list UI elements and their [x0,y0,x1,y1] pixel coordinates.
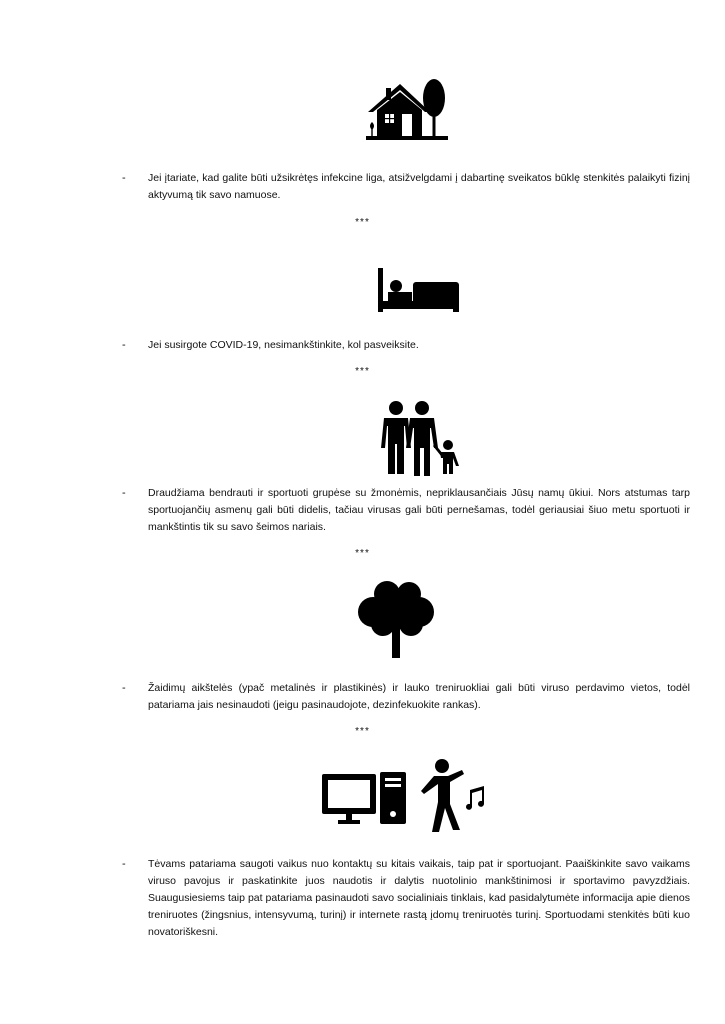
bullet-dash: - [122,487,126,499]
computer-dancer-icon [320,756,490,842]
paragraph-parents-advice: Tėvams patariama saugoti vaikus nuo kontaktų su kitais vaikais, taip pat ir sportuojant. Paaiškinkite savo vaikams viruso pavojus ir paskatinkite juos naudotis ir dalytis nuotolinio mankštinimosi ir sportavimo pavyzdžiais. Suaugusiesiems taip pat patariama pasinaudoti savo socialiniais tinklais, kad pasidalytumėte informacija apie dienos treniruotes (žingsnius, intensyvumą, turinį) ir internete rastą įdomų treniruotės turinį. Sportuodami stenkitės būti kuo novatoriškesni. [148,858,690,938]
tree-icon [357,580,437,660]
separator: *** [355,548,370,559]
separator: *** [355,366,370,377]
bullet-dash: - [122,682,126,694]
bed-icon [377,266,461,314]
separator: *** [355,217,370,228]
house-icon [364,78,448,144]
bullet-dash: - [122,339,126,351]
paragraph-family-only: Draudžiama bendrauti ir sportuoti grupėse su žmonėmis, nepriklausančiais Jūsų namų ūkiui. Nors atstumas tarp sportuojančių asmenų gali būti didelis, tačiau virusas gali būti pernešamas, todėl geriausiai šiuo metu sportuoti ir mankštintis tik su savo šeimos nariais. [148,487,690,533]
family-icon [376,400,462,476]
bullet-dash: - [122,172,126,184]
separator: *** [355,726,370,737]
bullet-dash: - [122,858,126,870]
paragraph-playgrounds: Žaidimų aikštelės (ypač metalinės ir plastikinės) ir lauko treniruokliai gali būti viruso perdavimo vietos, todėl patariama jais nesinaudoti (jeigu pasinaudojote, dezinfekuokite rankas). [148,682,690,711]
paragraph-covid-rest: Jei susirgote COVID-19, nesimankštinkite, kol pasveiksite. [148,339,419,351]
paragraph-home-exercise: Jei įtariate, kad galite būti užsikrėtęs infekcine liga, atsižvelgdami į dabartinę sveikatos būklę stenkitės palaikyti fizinį aktyvumą tik savo namuose. [148,172,690,201]
